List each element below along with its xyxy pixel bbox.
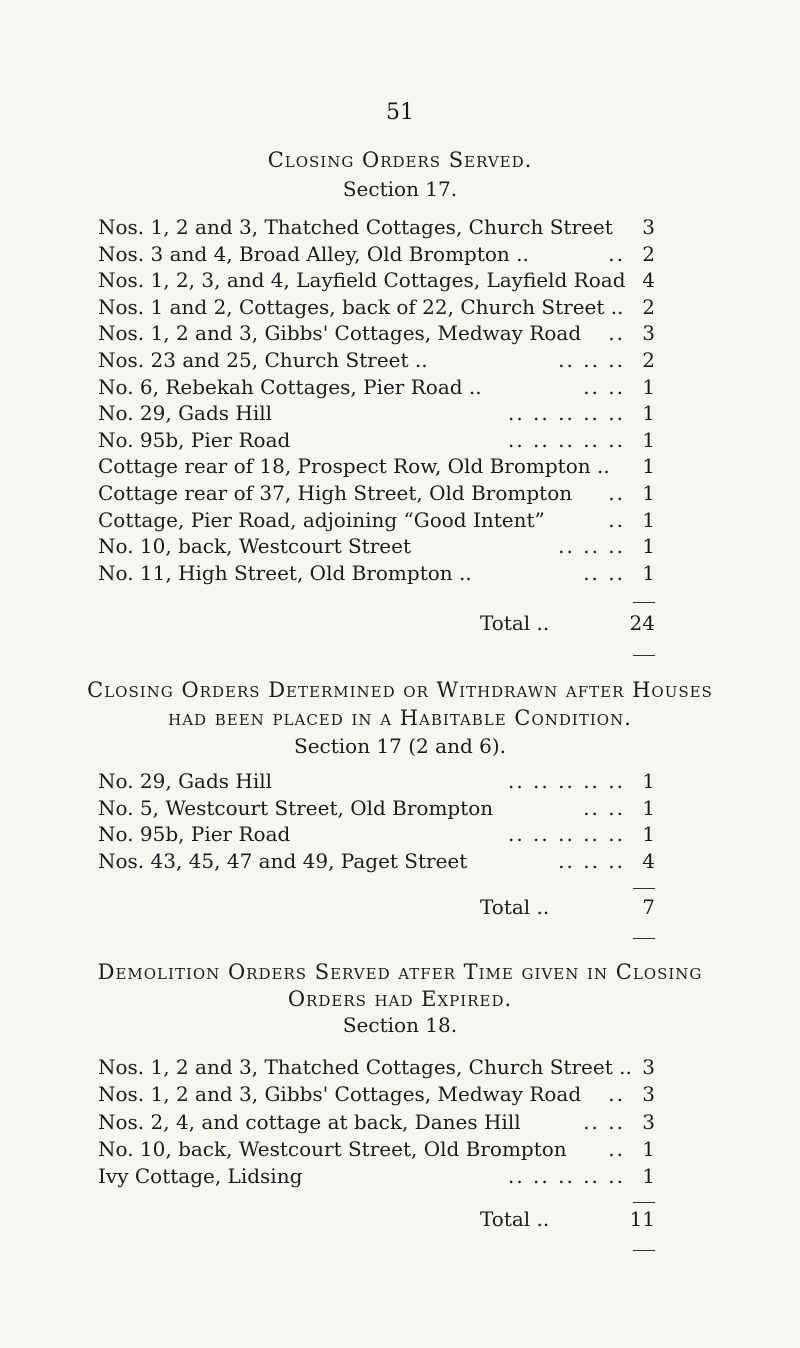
item-label: Nos. 1, 2 and 3, Thatched Cottages, Church Street <box>98 215 613 239</box>
item-count: 4 <box>642 268 655 293</box>
list-item <box>98 267 655 294</box>
list-item <box>98 560 655 587</box>
item-label: Cottage rear of 37, High Street, Old Brompton <box>98 480 573 505</box>
list-item <box>98 480 655 507</box>
item-count: 1 <box>642 769 655 793</box>
item-leader-dots: .. .. .. .. .. <box>507 401 625 426</box>
item-leader-dots: .. .. .. .. .. <box>507 427 625 452</box>
item-leader-dots: .. .. .. <box>558 848 625 873</box>
item-count: 3 <box>642 1082 655 1107</box>
item-leader-dots: .. <box>608 507 625 532</box>
list-item <box>98 374 655 401</box>
section2-rule-top <box>633 888 655 889</box>
item-label: Nos. 43, 45, 47 and 49, Paget Street <box>98 848 468 873</box>
list-item <box>98 1163 655 1190</box>
item-count: 2 <box>642 347 655 372</box>
item-label: No. 10, back, Westcourt Street <box>98 534 411 559</box>
item-label: No. 29, Gads Hill <box>98 401 273 426</box>
list-item <box>98 400 655 427</box>
item-count: 1 <box>642 374 655 399</box>
section1-rule-top <box>633 602 655 603</box>
item-count: 4 <box>642 848 655 873</box>
list-item <box>98 768 655 795</box>
item-count: 2 <box>642 241 655 266</box>
item-leader-dots: .. .. <box>583 1109 625 1134</box>
item-label: Cottage rear of 18, Prospect Row, Old Brompton .. <box>98 454 610 479</box>
item-count: 1 <box>642 507 655 532</box>
list-item <box>98 507 655 534</box>
item-count: 1 <box>642 480 655 505</box>
list-item <box>98 453 655 480</box>
item-leader-dots: .. .. <box>583 374 625 399</box>
item-label: Nos. 1, 2 and 3, Gibbs' Cottages, Medway Road <box>98 321 582 346</box>
section3-rule-top <box>633 1202 655 1203</box>
item-label: Nos. 1, 2 and 3, Gibbs' Cottages, Medway Road <box>98 1082 582 1107</box>
item-leader-dots: .. <box>608 241 625 266</box>
item-count: 1 <box>642 401 655 426</box>
list-item <box>98 1054 655 1081</box>
section3-subtitle: Section 18. <box>342 1013 458 1037</box>
page-number: 51 <box>386 100 414 125</box>
item-leader-dots: .. .. .. <box>558 347 625 372</box>
section2-rule-bottom <box>633 938 655 939</box>
list-item <box>98 848 655 875</box>
item-count: 3 <box>642 1109 655 1134</box>
item-leader-dots: .. .. <box>583 560 625 585</box>
item-count: 2 <box>642 294 655 319</box>
item-label: Nos. 1, 2 and 3, Thatched Cottages, Church Street .. <box>98 1055 632 1079</box>
item-count: 1 <box>642 560 655 585</box>
list-item <box>98 241 655 268</box>
section3-title-line1: Demolition Orders Served atfer Time given in Closing <box>97 960 703 984</box>
item-count: 1 <box>642 534 655 559</box>
item-label: No. 5, Westcourt Street, Old Brompton <box>98 795 494 820</box>
item-count: 1 <box>642 795 655 820</box>
item-label: No. 6, Rebekah Cottages, Pier Road .. <box>98 374 482 399</box>
item-label: No. 95b, Pier Road <box>98 822 291 847</box>
item-count: 1 <box>642 1164 655 1189</box>
item-count: 3 <box>642 1055 655 1079</box>
list-item <box>98 1081 655 1108</box>
item-label: No. 29, Gads Hill <box>98 769 273 793</box>
list-item <box>98 821 655 848</box>
section2-subtitle: Section 17 (2 and 6). <box>294 734 506 758</box>
section1-list <box>98 214 655 586</box>
section2-total-value: 7 <box>642 895 655 919</box>
item-label: Nos. 23 and 25, Church Street .. <box>98 347 428 372</box>
item-leader-dots: .. <box>608 1082 625 1107</box>
section1-subtitle: Section 17. <box>342 177 458 201</box>
item-count: 1 <box>642 822 655 847</box>
item-count: 3 <box>642 321 655 346</box>
section2-list <box>98 768 655 874</box>
list-item <box>98 1136 655 1163</box>
section3-list <box>98 1054 655 1190</box>
section2-title-line2: had been placed in a Habitable Condition. <box>168 706 632 730</box>
list-item <box>98 795 655 822</box>
item-label: Nos. 1, 2, 3, and 4, Layfield Cottages, Layfield Road <box>98 268 626 293</box>
item-count: 1 <box>642 1136 655 1161</box>
item-label: No. 10, back, Westcourt Street, Old Brompton <box>98 1136 567 1161</box>
item-label: Nos. 2, 4, and cottage at back, Danes Hill <box>98 1109 521 1134</box>
item-label: Cottage, Pier Road, adjoining “Good Intent” <box>98 507 545 532</box>
item-leader-dots: .. .. .. .. .. <box>507 769 625 793</box>
section3-total-label: Total .. <box>480 1207 550 1231</box>
section1-title: Closing Orders Served. <box>267 148 533 172</box>
item-leader-dots: .. .. .. <box>558 534 625 559</box>
item-leader-dots: .. .. .. .. .. <box>507 1164 625 1189</box>
section1-total-value: 24 <box>629 611 655 635</box>
item-leader-dots: .. .. <box>583 795 625 820</box>
item-label: Ivy Cottage, Lidsing <box>98 1164 303 1189</box>
item-label: Nos. 3 and 4, Broad Alley, Old Brompton .. <box>98 241 529 266</box>
item-label: Nos. 1 and 2, Cottages, back of 22, Church Street .. <box>98 294 624 319</box>
section2-total-label: Total .. <box>480 895 550 919</box>
item-leader-dots: .. .. .. .. .. <box>507 822 625 847</box>
item-leader-dots: .. <box>608 321 625 346</box>
item-label: No. 95b, Pier Road <box>98 427 291 452</box>
list-item <box>98 214 655 241</box>
item-count: 1 <box>642 454 655 479</box>
item-count: 3 <box>642 215 655 239</box>
list-item <box>98 320 655 347</box>
list-item <box>98 533 655 560</box>
section3-title-line2: Orders had Expired. <box>287 987 513 1011</box>
item-label: No. 11, High Street, Old Brompton .. <box>98 560 472 585</box>
item-count: 1 <box>642 427 655 452</box>
list-item <box>98 294 655 321</box>
list-item <box>98 1109 655 1136</box>
list-item <box>98 347 655 374</box>
section2-title-line1: Closing Orders Determined or Withdrawn after Houses <box>87 678 713 702</box>
item-leader-dots: .. <box>608 1136 625 1161</box>
section3-total-value: 11 <box>629 1207 655 1231</box>
section1-rule-bottom <box>633 655 655 656</box>
item-leader-dots: .. <box>608 480 625 505</box>
section3-rule-bottom <box>633 1250 655 1251</box>
list-item <box>98 427 655 454</box>
section1-total-label: Total .. <box>480 611 550 635</box>
